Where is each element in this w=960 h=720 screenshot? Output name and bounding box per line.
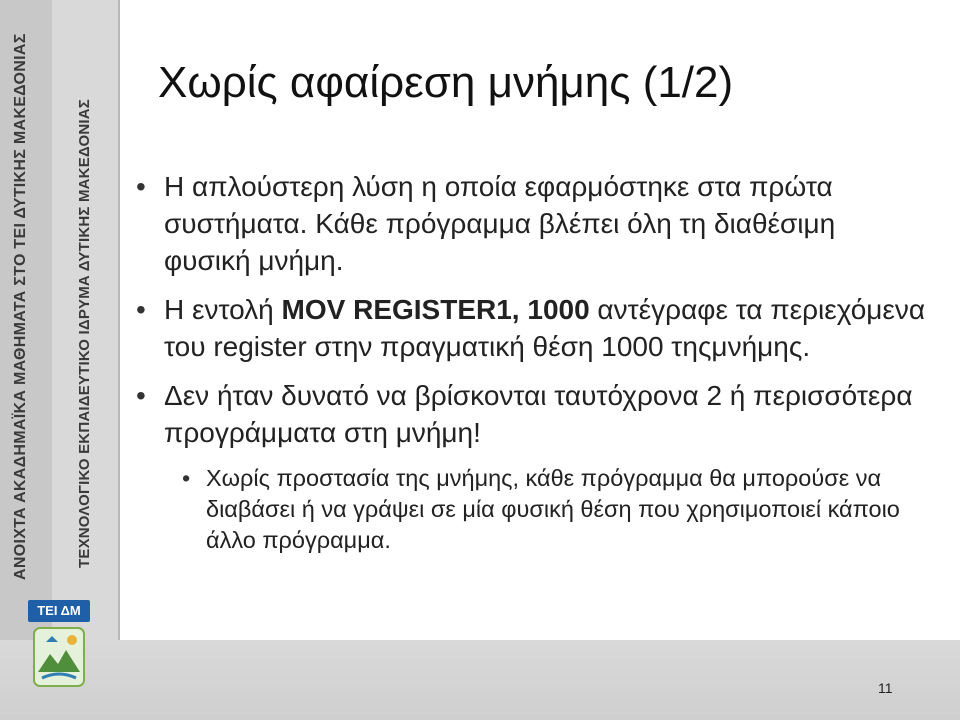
bullet-item: • Δεν ήταν δυνατό να βρίσκονται ταυτόχρονα 2 ή περισσότερα προγράμματα στη μνήμη! — [128, 377, 928, 451]
sub-bullet-item: • Χωρίς προστασία της μνήμης, κάθε πρόγραμμα θα μπορούσε να διαβάσει ή να γράψει σε μία φυσική θέση που χρησιμοποιεί κάποιο άλλο πρόγραμμα. — [176, 463, 928, 556]
institution-logo — [28, 600, 90, 692]
divider-line — [118, 0, 120, 640]
bullet-item: • Η απλούστερη λύση η οποία εφαρμόστηκε στα πρώτα συστήματα. Κάθε πρόγραμμα βλέπει όλη τη διαθέσιμη φυσική μνήμη. — [128, 168, 928, 279]
bullet-text: αντέγραφε τα περιεχόμενα του register στην πραγματική θέση 1000 τηςμνήμης. — [164, 294, 926, 362]
bullet-code: MOV REGISTER1, 1000 — [281, 294, 590, 325]
logo-emblem-icon — [32, 626, 86, 688]
bullet-list — [128, 168, 928, 556]
sidebar-vertical-text-inner: ΤΕΧΝΟΛΟΓΙΚΟ ΕΚΠΑΙΔΕΥΤΙΚΟ ΙΔΡΥΜΑ ΔΥΤΙΚΗΣ ΜΑΚΕΔΟΝΙΑΣ — [76, 98, 93, 568]
sidebar-vertical-text-outer: ΑΝΟΙΧΤΑ ΑΚΑΔΗΜΑΪΚΑ ΜΑΘΗΜΑΤΑ ΣΤΟ ΤΕΙ ΔΥΤΙΚΗΣ ΜΑΚΕΔΟΝΙΑΣ — [12, 33, 29, 580]
page-number: 11 — [878, 680, 893, 696]
logo-text: ΤΕΙ ΔΜ — [28, 600, 90, 622]
bullet-text: Η εντολή — [164, 294, 282, 325]
footer-band — [0, 640, 960, 720]
bullet-item — [128, 291, 928, 365]
page-title: Χωρίς αφαίρεση μνήμης (1/2) — [158, 58, 734, 107]
